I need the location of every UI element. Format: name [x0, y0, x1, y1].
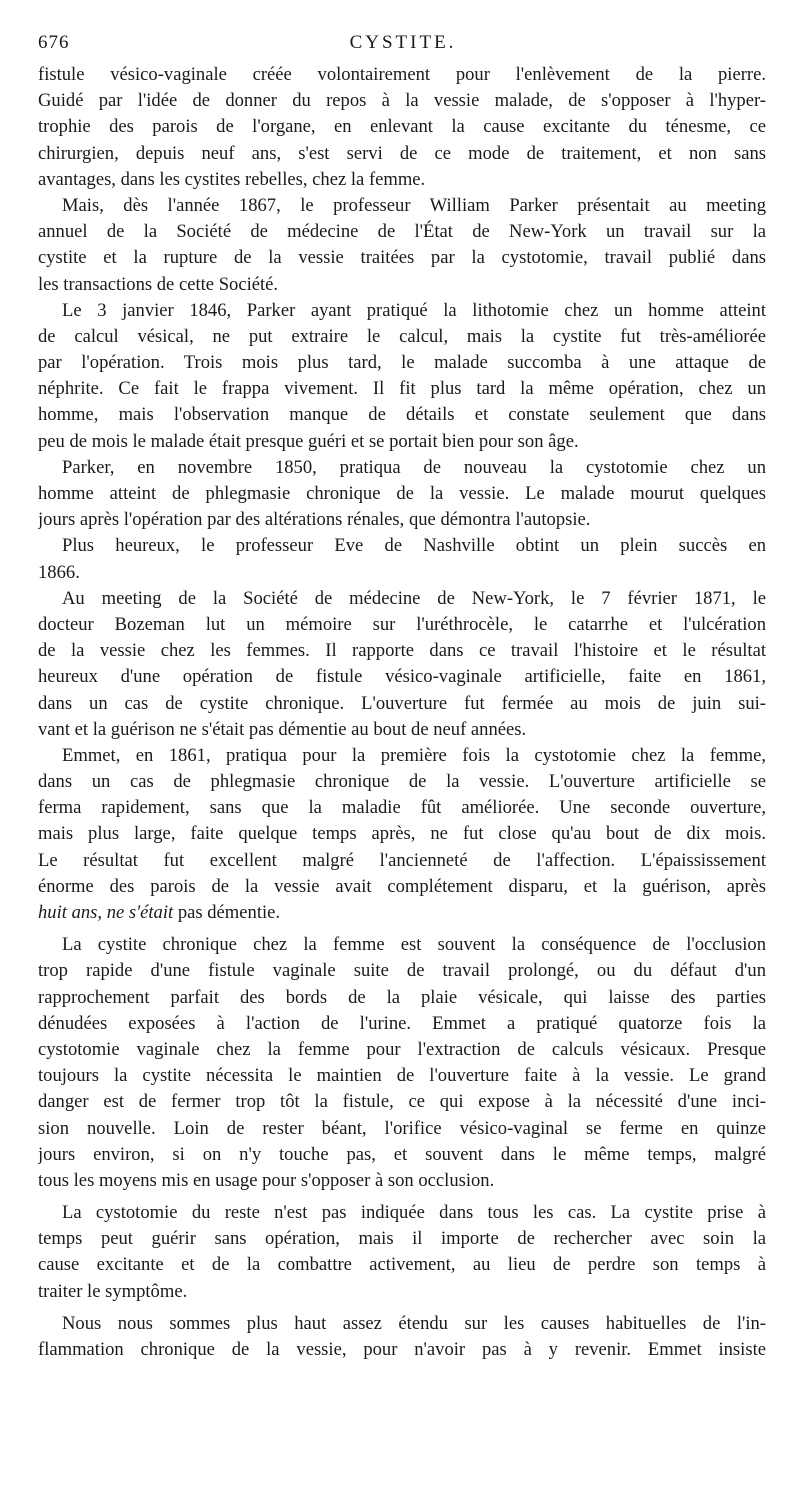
paragraph: [38, 1311, 766, 1363]
text-line: trop rapide d'une fistule vaginale suite de travail prolongé, ou du défaut d'un: [38, 960, 766, 982]
text-line: énorme des parois de la vessie avait complétement disparu, et la guérison, après: [38, 875, 766, 897]
paragraph: [38, 743, 766, 926]
text-line: jours environ, si on n'y touche pas, et souvent dans le même temps, malgré: [38, 1143, 766, 1165]
text-line: danger est de fermer trop tôt la fistule, ce qui expose à la nécessité d'une inci-: [38, 1091, 766, 1113]
page-number: 676: [38, 32, 70, 53]
text-line: traiter le symptôme.: [38, 1280, 188, 1302]
text-line: Plus heureux, le professeur Eve de Nashville obtint un plein succès en: [62, 535, 766, 557]
text-line: par l'opération. Trois mois plus tard, le malade succomba à une attaque de: [38, 352, 766, 374]
text-line: homme, mais l'observation manque de détails et constate seulement que dans: [38, 404, 766, 426]
text-line: docteur Bozeman lut un mémoire sur l'uréthrocèle, le catarrhe et l'ulcération: [38, 613, 766, 635]
text-line: vant et la guérison ne s'était pas démentie au bout de neuf années.: [38, 718, 527, 740]
text-line: dénudées exposées à l'action de l'urine. Emmet a pratiqué quatorze fois la: [38, 1012, 766, 1034]
text-line: toujours la cystite nécessita le maintien de l'ouverture faite à la vessie. Le grand: [38, 1065, 766, 1087]
text-line: cystotomie vaginale chez la femme pour l'extraction de calculs vésicaux. Presque: [38, 1038, 766, 1060]
text-line: sion nouvelle. Loin de rester béant, l'orifice vésico-vaginal se ferme en quinze: [38, 1117, 766, 1139]
text-line: trophie des parois de l'organe, en enlevant la cause excitante du ténesme, ce: [38, 116, 766, 138]
text-line: [38, 900, 766, 926]
text-line: de la vessie chez les femmes. Il rapporte dans ce travail l'histoire et le résultat: [38, 640, 766, 662]
paragraph: [38, 455, 766, 534]
text-line: Mais, dès l'année 1867, le professeur William Parker présentait au meeting: [62, 194, 766, 216]
text-line: cystite et la rupture de la vessie traitées par la cystotomie, travail publié dans: [38, 247, 766, 269]
text-line: Nous nous sommes plus haut assez étendu sur les causes habituelles de l'in-: [62, 1312, 766, 1334]
italic-phrase: huit ans, ne s'était: [38, 902, 174, 923]
text-line: La cystite chronique chez la femme est souvent la conséquence de l'occlusion: [62, 934, 766, 956]
page-header: [38, 30, 768, 58]
paragraph: [38, 193, 766, 298]
text-line: temps peut guérir sans opération, mais il importe de rechercher avec soin la: [38, 1228, 766, 1250]
text-line: tous les moyens mis en usage pour s'opposer à son occlusion.: [38, 1169, 495, 1191]
text-line: La cystotomie du reste n'est pas indiquée dans tous les cas. La cystite prise à: [62, 1202, 766, 1224]
text-line: heureux d'une opération de fistule vésico-vaginale artificielle, faite en 1861,: [38, 666, 766, 688]
paragraph: [38, 586, 766, 743]
text-line: cause excitante et de la combattre activement, au lieu de perdre son temps à: [38, 1254, 766, 1276]
text-line: annuel de la Société de médecine de l'État de New-York un travail sur la: [38, 221, 766, 243]
text-line: dans un cas de phlegmasie chronique de la vessie. L'ouverture artificielle se: [38, 771, 766, 793]
body-text: [38, 62, 766, 1363]
text-line: de calcul vésical, ne put extraire le calcul, mais la cystite fut très-améliorée: [38, 325, 766, 347]
text-line: rapprochement parfait des bords de la plaie vésicale, qui laisse des parties: [38, 986, 766, 1008]
text-line: mais plus large, faite quelque temps après, ne fut close qu'au bout de dix mois.: [38, 823, 766, 845]
running-title: CYSTITE.: [349, 32, 457, 53]
text-run: pas démentie.: [173, 902, 281, 923]
text-line: Au meeting de la Société de médecine de New-York, le 7 février 1871, le: [62, 587, 766, 609]
paragraph: [38, 298, 766, 455]
text-line: 1866.: [38, 561, 80, 583]
paragraph: [38, 1200, 766, 1305]
text-line: flammation chronique de la vessie, pour n'avoir pas à y revenir. Emmet insiste: [38, 1339, 766, 1360]
text-line: Le résultat fut excellent malgré l'ancienneté de l'affection. L'épaississement: [38, 849, 766, 871]
text-line: Le 3 janvier 1846, Parker ayant pratiqué la lithotomie chez un homme atteint: [62, 299, 766, 321]
text-line: Emmet, en 1861, pratiqua pour la première fois la cystotomie chez la femme,: [62, 744, 766, 766]
text-line: avantages, dans les cystites rebelles, chez la femme.: [38, 168, 426, 190]
text-line: jours après l'opération par des altérations rénales, que démontra l'autopsie.: [38, 509, 591, 531]
text-line: ferma rapidement, sans que la maladie fût améliorée. Une seconde ouverture,: [38, 797, 766, 819]
text-line: homme atteint de phlegmasie chronique de la vessie. Le malade mourut quelques: [38, 483, 766, 504]
paragraph: [38, 932, 766, 1194]
text-line: fistule vésico-vaginale créée volontairement pour l'enlèvement de la pierre.: [38, 64, 766, 85]
text-line: peu de mois le malade était presque guéri et se portait bien pour son âge.: [38, 430, 579, 452]
text-line: Guidé par l'idée de donner du repos à la vessie malade, de s'opposer à l'hyper-: [38, 90, 766, 112]
text-line: dans un cas de cystite chronique. L'ouverture fut fermée au mois de juin sui-: [38, 692, 766, 714]
text-line: les transactions de cette Société.: [38, 273, 279, 295]
text-line: néphrite. Ce fait le frappa vivement. Il fit plus tard la même opération, chez un: [38, 378, 766, 400]
paragraph: [38, 62, 766, 193]
text-line: chirurgien, depuis neuf ans, s'est servi de ce mode de traitement, et non sans: [38, 142, 766, 164]
text-line: Parker, en novembre 1850, pratiqua de nouveau la cystotomie chez un: [62, 456, 766, 478]
paragraph: [38, 533, 766, 585]
